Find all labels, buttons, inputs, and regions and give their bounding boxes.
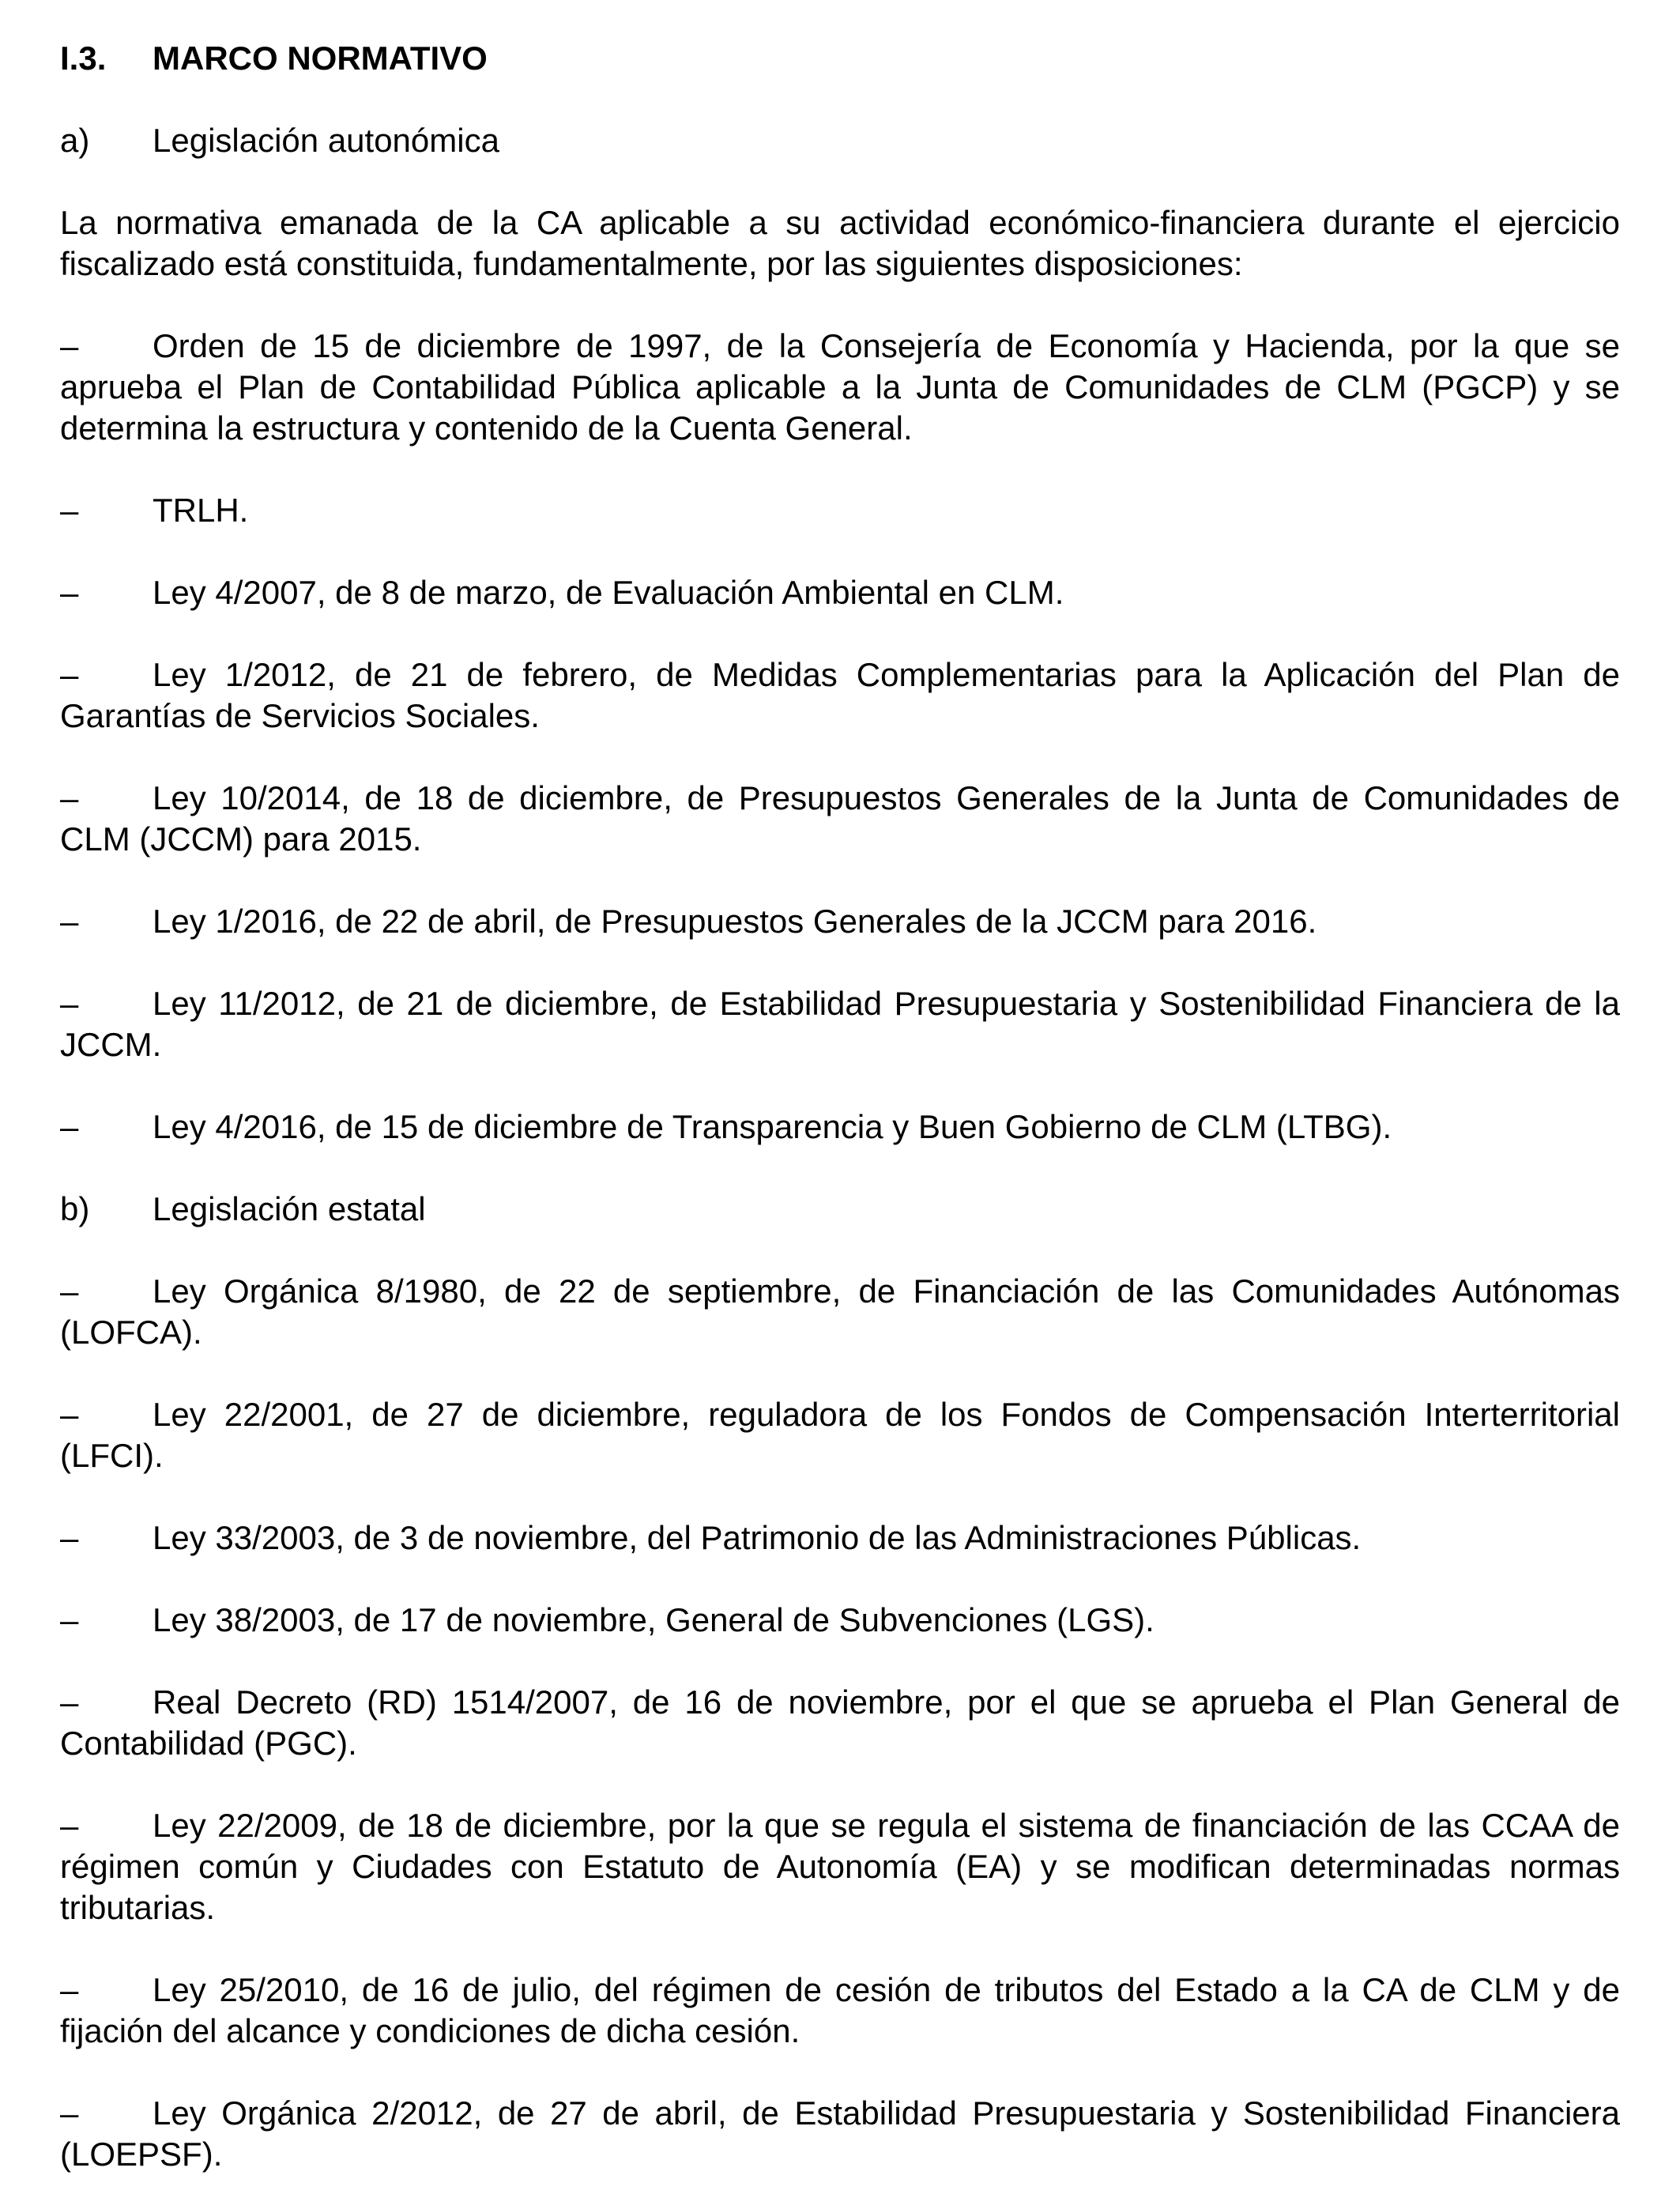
list-item-text: TRLH. bbox=[153, 492, 249, 529]
dash-bullet: – bbox=[60, 656, 79, 693]
list-item bbox=[60, 1517, 1620, 1559]
dash-bullet: – bbox=[60, 779, 79, 816]
list-item bbox=[60, 1271, 1620, 1353]
list-item bbox=[60, 1600, 1620, 1641]
list-item-text: Real Decreto (RD) 1514/2007, de 16 de noviembre, por el que se aprueba el Plan General de Contabilidad (PGC). bbox=[60, 1683, 1620, 1762]
list-item bbox=[60, 901, 1620, 942]
list-item bbox=[60, 1970, 1620, 2052]
list-item bbox=[60, 778, 1620, 860]
dash-bullet: – bbox=[60, 985, 79, 1022]
dash-bullet: – bbox=[60, 327, 79, 364]
dash-bullet: – bbox=[60, 574, 79, 611]
list-item-text: Ley 38/2003, de 17 de noviembre, General de Subvenciones (LGS). bbox=[153, 1601, 1155, 1638]
subsection-estatal-heading bbox=[60, 1189, 1620, 1230]
section-heading bbox=[60, 38, 1620, 79]
list-item-text: Ley 22/2009, de 18 de diciembre, por la que se regula el sistema de financiación de las CCAA de régimen común y Ciudades con Estatuto de Autonomía (EA) y se modifican determinadas normas tributarias. bbox=[60, 1807, 1620, 1926]
list-item-text: Ley Orgánica 2/2012, de 27 de abril, de Estabilidad Presupuestaria y Sostenibilidad Financiera (LOEPSF). bbox=[60, 2094, 1620, 2173]
dash-bullet: – bbox=[60, 1108, 79, 1145]
list-item bbox=[60, 572, 1620, 613]
dash-bullet: – bbox=[60, 1683, 79, 1721]
dash-bullet: – bbox=[60, 492, 79, 529]
intro-paragraph: La normativa emanada de la CA aplicable a su actividad económico-financiera durante el ejercicio fiscalizado está constituida, fundamentalmente, por las siguientes disposiciones: bbox=[60, 204, 1620, 282]
list-item bbox=[60, 490, 1620, 531]
list-item-text: Ley 25/2010, de 16 de julio, del régimen de cesión de tributos del Estado a la CA de CLM y de fijación del alcance y condiciones de dicha cesión. bbox=[60, 1971, 1620, 2049]
dash-bullet: – bbox=[60, 1971, 79, 2008]
list-item-text: Ley 1/2016, de 22 de abril, de Presupuestos Generales de la JCCM para 2016. bbox=[153, 903, 1317, 940]
subsection-autonomica-heading bbox=[60, 120, 1620, 161]
subsection-title: Legislación autonómica bbox=[153, 122, 499, 159]
list-item bbox=[60, 1805, 1620, 1928]
dash-bullet: – bbox=[60, 1519, 79, 1556]
dash-bullet: – bbox=[60, 2094, 79, 2132]
list-item-text: Ley 1/2012, de 21 de febrero, de Medidas Complementarias para la Aplicación del Plan de Garantías de Servicios Sociales. bbox=[60, 656, 1620, 734]
subsection-letter: a) bbox=[60, 122, 90, 159]
list-item-text: Ley 10/2014, de 18 de diciembre, de Presupuestos Generales de la Junta de Comunidades de CLM (JCCM) para 2015. bbox=[60, 779, 1620, 858]
list-item-text: Orden de 15 de diciembre de 1997, de la Consejería de Economía y Hacienda, por la que se aprueba el Plan de Contabilidad Pública aplicable a la Junta de Comunidades de CLM (PGCP) y se determina la estructura y contenido de la Cuenta General. bbox=[60, 327, 1620, 447]
list-item bbox=[60, 1106, 1620, 1148]
section-number: I.3. bbox=[60, 40, 107, 77]
list-item bbox=[60, 1682, 1620, 1764]
list-item bbox=[60, 983, 1620, 1065]
list-item-text: Ley 4/2016, de 15 de diciembre de Transparencia y Buen Gobierno de CLM (LTBG). bbox=[153, 1108, 1392, 1145]
list-item-text: Ley 33/2003, de 3 de noviembre, del Patrimonio de las Administraciones Públicas. bbox=[153, 1519, 1362, 1556]
dash-bullet: – bbox=[60, 903, 79, 940]
list-item-text: Ley Orgánica 8/1980, de 22 de septiembre, de Financiación de las Comunidades Autónomas (LOFCA). bbox=[60, 1272, 1620, 1351]
dash-bullet: – bbox=[60, 1601, 79, 1638]
dash-bullet: – bbox=[60, 1396, 79, 1433]
subsection-title: Legislación estatal bbox=[153, 1190, 426, 1227]
dash-bullet: – bbox=[60, 1807, 79, 1844]
list-item bbox=[60, 1394, 1620, 1476]
list-item bbox=[60, 2093, 1620, 2175]
list-item-text: Ley 11/2012, de 21 de diciembre, de Estabilidad Presupuestaria y Sostenibilidad Financiera de la JCCM. bbox=[60, 985, 1620, 1063]
list-item bbox=[60, 326, 1620, 449]
list-item-text: Ley 4/2007, de 8 de marzo, de Evaluación Ambiental en CLM. bbox=[153, 574, 1064, 611]
dash-bullet: – bbox=[60, 1272, 79, 1310]
list-item bbox=[60, 654, 1620, 737]
list-item-text: Ley 22/2001, de 27 de diciembre, reguladora de los Fondos de Compensación Interterritorial (LFCI). bbox=[60, 1396, 1620, 1474]
subsection-letter: b) bbox=[60, 1190, 90, 1227]
section-title: MARCO NORMATIVO bbox=[153, 40, 488, 77]
